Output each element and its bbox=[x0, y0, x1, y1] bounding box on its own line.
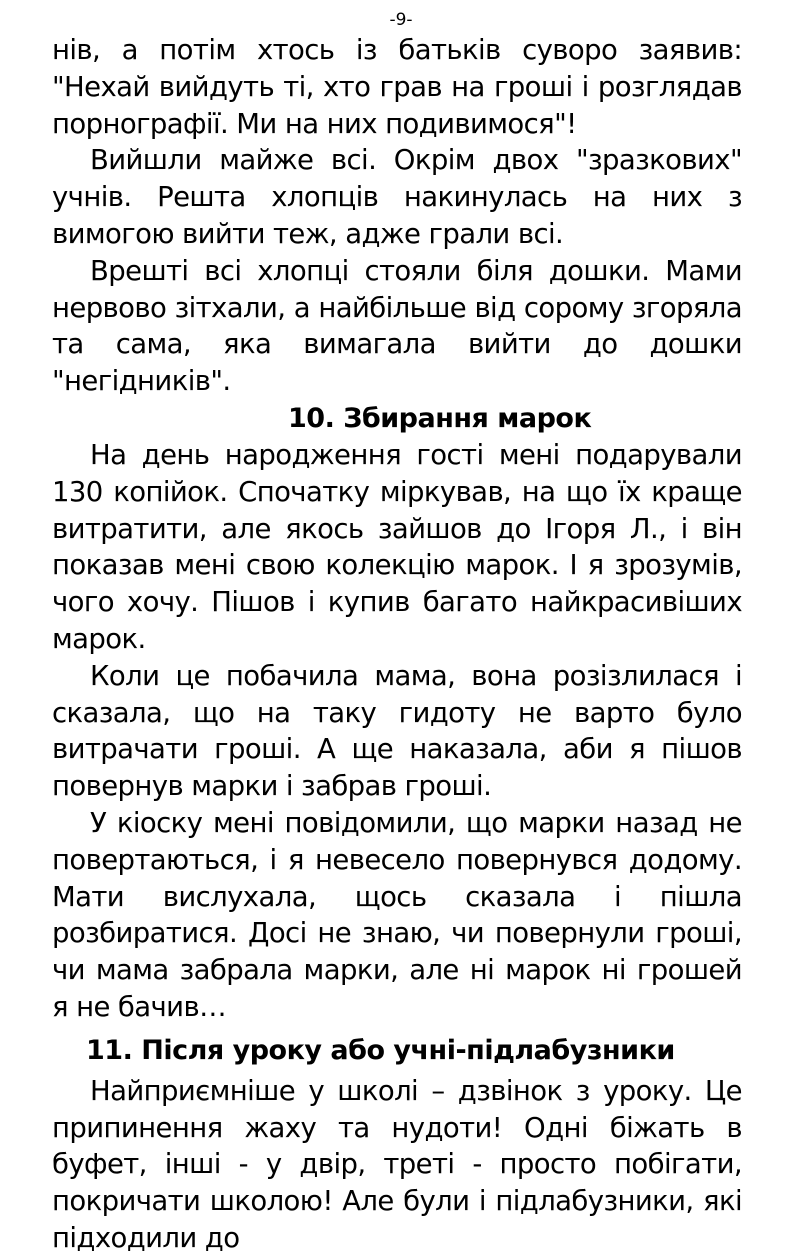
document-page bbox=[52, 8, 742, 1257]
paragraph: Коли це побачила мама, вона розізлилася і сказала, що на таку гидоту не варто було витрачати гроші. А ще наказала, аби я пішов повернув марки і забрав гроші. bbox=[52, 659, 742, 803]
paragraph: Найприємніше у школі – дзвінок з уроку. Це припинення жаху та нудоти! Одні біжать в буфет, інші - у двір, треті - просто побігати, покричати школою! Але були і підлабузники, які підходили до bbox=[52, 1074, 742, 1254]
paragraph: У кіоску мені повідомили, що марки назад не повертаються, і я невесело повернувся додому. Мати вислухала, щось сказала і пішла розбиратися. Досі не знаю, чи повернули гроші, чи мама забрала марки, але ні марок ні грошей я не бачив… bbox=[52, 806, 742, 1023]
paragraph: Врешті всі хлопці стояли біля дошки. Мами нервово зітхали, а найбільше від сорому згоряла та сама, яка вимагала вийти до дошки "негідників". bbox=[52, 254, 742, 398]
page-number: -9- bbox=[389, 10, 413, 30]
paragraph: На день народження гості мені подарували 130 копійок. Спочатку міркував, на що їх краще витратити, але якось зайшов до Ігоря Л., і він показав мені свою колекцію марок. І я зрозумів, чого хочу. Пішов і купив багато найкрасивіших марок. bbox=[52, 438, 742, 655]
section-heading: 11. Після уроку або учні-підлабузники bbox=[86, 1034, 675, 1066]
paragraph-continuation: нів, а потім хтось із батьків суворо заявив: "Нехай вийдуть ті, хто грав на гроші і розглядав порнографії. Ми на них подивимося"! bbox=[52, 34, 742, 140]
paragraph: Вийшли майже всі. Окрім двох "зразкових" учнів. Решта хлопців накинулась на них з вимогою вийти теж, адже грали всі. bbox=[52, 144, 742, 250]
section-heading: 10. Збирання марок bbox=[288, 402, 592, 434]
